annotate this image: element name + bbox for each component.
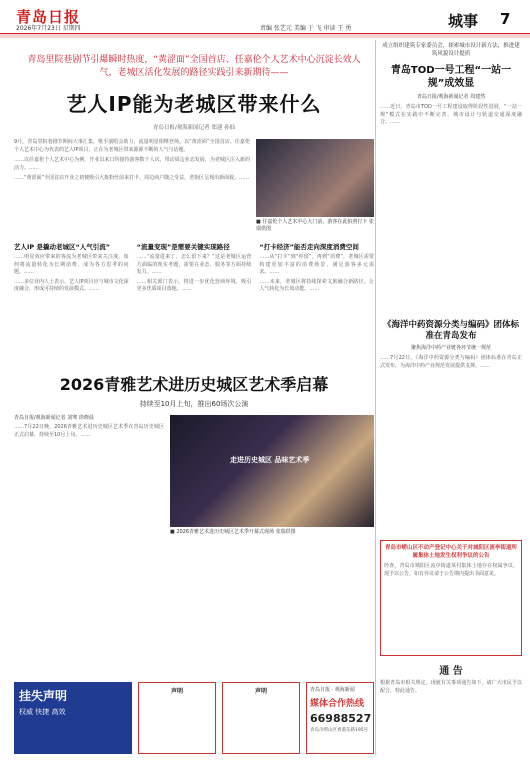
notice bbox=[380, 662, 522, 695]
main-headline: 艺人IP能为老城区带来什么 bbox=[66, 92, 322, 116]
ad-statement-1 bbox=[138, 682, 216, 754]
ad-right-title: 媒体合作热线 bbox=[310, 699, 365, 709]
ad-mid1-title: 声明 bbox=[170, 688, 183, 695]
side1-headline: 青岛TOD一号工程“一站一规”成效显 bbox=[390, 65, 512, 89]
page-footer bbox=[0, 756, 530, 768]
ad-right-brand: 青岛日报 · 观海新闻 bbox=[310, 687, 355, 693]
ad-statement-2 bbox=[222, 682, 300, 754]
second-photo-banner: 走进历史城区 品味艺术季 bbox=[230, 456, 310, 464]
second-photo bbox=[170, 415, 374, 527]
second-photo-caption: ■ 2026青雅艺术进历史城区艺术季开幕式现场 张瑞供图 bbox=[170, 529, 296, 535]
page-header bbox=[0, 0, 530, 34]
side2-headline: 《海洋中药资源分类与编码》团体标准在青岛发布 bbox=[382, 320, 519, 341]
side-story-2: 《海洋中药资源分类与编码》团体标准在青岛发布 聚焦海洋中药产业链各环节统一规范 ……7月22日，《海洋中药资源分类与编码》团体标准在青岛正式发布，为海洋中药产业规范发展提供支撑。…… bbox=[380, 320, 522, 369]
notice-body: 根据青岛市相关规定，现就有关事项通告如下，请广大市民予以配合，特此通告。 bbox=[380, 680, 522, 694]
header-band bbox=[0, 34, 530, 38]
main-subhead-2: “流量变现”是需要关键实现路径 bbox=[136, 243, 230, 251]
newspaper-logo: 青岛日报 bbox=[16, 8, 81, 26]
ad-left-title: 挂失声明 bbox=[19, 689, 68, 703]
ad-right-phone: 66988527 bbox=[310, 712, 372, 725]
side-story-1: 成立组织建筑专家委员会，探索城市设计新方法，推进建筑风貌设计提质 青岛TOD一号工程“一站一规”成效显 青岛日报/观海新闻记者 周建然 ……近日，青岛市TOD一号工程建设取得阶段性进展，“一站一规”模式在实践中不断完善，城市设计与轨道交通深度融合。…… bbox=[380, 43, 522, 125]
main-story: 青岛里院巷剧节引爆瞬时热度，“黄涩面”全国首店、任嘉伦个人艺术中心沉淀长效人气，老城区活化发展的路径实践引来新期待—— 艺人IP能为老城区带来什么 青岛日报/观海新闻记者 郑建 孙仙 9月，青岛里院巷剧节期间大事汇集，歌手演唱会助力，流量明星相继登场。以“黄涩面”全国首店、任嘉伦个人艺术中心为代表的艺人IP项目，正在为老城区带来源源不断的人气与话题。 ……以任嘉伦个人艺术中心为例，开业以来日均接待游客数千人次，带动周边业态发展，为老城区注入新的活力。…… ……“黄涩面”全国首店开业之初便吸引大批粉丝前来打卡，周边商户随之受益，老街区呈现出新面貌。…… ■ 任嘉伦个人艺术中心大门前，游客在此拍照打卡 张瑞供图 艺人IP 是撬动老城区“人气引流” ……明星效应带来的客流为老城区带来关注度，如何将流量转化为长期消费，成为各方思考的问题。…… ……多位业内人士表示，艺人IP项目应与城市文化深度融合，形成可持续的发展模式。…… “流量变现”是需要关键实现路径 ……“流量进来了，怎么留下来？”这是老城区运营方面临的现实考题，需要在业态、服务等方面持续发力。…… ……相关部门表示，将进一步优化营商环境，吸引更多优质项目落地。…… “打卡经济”能否走向深度消费空间 ……从“打卡”到“停留”，再到“消费”，老城区需要构建更加丰富的消费场景，满足游客多元需求。…… ……未来，老城区将持续探索文旅融合新路径，让人气转化为长效动能。…… bbox=[14, 42, 374, 294]
main-byline: 青岛日报/观海新闻记者 郑建 孙仙 bbox=[152, 125, 236, 131]
side-notice-title: 青岛市崂山区不动产登记中心关于对城阳区流亭街道所属集体土地发生权利争议的公告 bbox=[384, 545, 517, 559]
main-photo bbox=[256, 139, 374, 217]
notice-title: 通 告 bbox=[439, 666, 463, 677]
main-subhead-1: 艺人IP 是撬动老城区“人气引流” bbox=[14, 243, 110, 251]
ad-right-address: 青岛市崂山区香港东路195号 bbox=[310, 728, 369, 733]
main-photo-caption: ■ 任嘉伦个人艺术中心大门前，游客在此拍照打卡 张瑞供图 bbox=[256, 219, 374, 232]
side1-kicker: 成立组织建筑专家委员会，探索城市设计新方法，推进建筑风貌设计提质 bbox=[382, 43, 520, 57]
main-kicker: 青岛里院巷剧节引爆瞬时热度，“黄涩面”全国首店、任嘉伦个人艺术中心沉淀长效人气，老城区活化发展的路径实践引来新期待—— bbox=[27, 55, 361, 78]
second-story: 2026青雅艺术进历史城区艺术季启幕 持续至10月上旬，推出60场次公演 青岛日报/观海新闻记者 刘骞 徐晓晨 ……7月22日晚，2026青雅艺术进历史城区艺术季在青岛历史城区正式启幕，持续至10月上旬。…… 走进历史城区 品味艺术季 ■ 2026青雅艺术进历史城区艺术季开幕式现场 张瑞供图 bbox=[14, 372, 374, 536]
main-lead: 9月，青岛里院巷剧节期间大事汇集，歌手演唱会助力，流量明星相继登场。以“黄涩面”全国首店、任嘉伦个人艺术中心为代表的艺人IP项目，正在为老城区带来源源不断的人气与话题。 bbox=[14, 139, 250, 153]
side2-subheadline: 聚焦海洋中药产业链各环节统一规范 bbox=[410, 345, 491, 351]
main-subhead-3: “打卡经济”能否走向深度消费空间 bbox=[259, 243, 359, 251]
issue-date: 2026年7月23日 星期四 bbox=[16, 25, 81, 32]
editors-line: 责编 张艺元 美编 于 飞 审读 王 勇 bbox=[260, 25, 352, 32]
ad-lost-statement bbox=[14, 682, 132, 754]
side-notice bbox=[380, 540, 522, 656]
ad-media-hotline bbox=[306, 682, 374, 754]
side-notice-body: 经查，青岛市城阳区流亭街道某村集体土地存在权属争议，现予以公告，如有异议请于公告期内提出书面意见。 bbox=[384, 563, 518, 577]
second-byline: 青岛日报/观海新闻记者 刘骞 徐晓晨 bbox=[14, 415, 94, 421]
ad-mid2-title: 声明 bbox=[254, 688, 267, 695]
second-headline: 2026青雅艺术进历史城区艺术季启幕 bbox=[59, 375, 329, 394]
page-number: 7 bbox=[500, 10, 511, 28]
ad-left-sub: 权威 快捷 高效 bbox=[19, 708, 66, 716]
column-divider bbox=[375, 40, 376, 755]
side1-byline: 青岛日报/观海新闻记者 周建然 bbox=[416, 94, 486, 100]
second-subheadline: 持续至10月上旬，推出60场次公演 bbox=[139, 400, 249, 408]
section-title: 城事 bbox=[448, 12, 479, 30]
